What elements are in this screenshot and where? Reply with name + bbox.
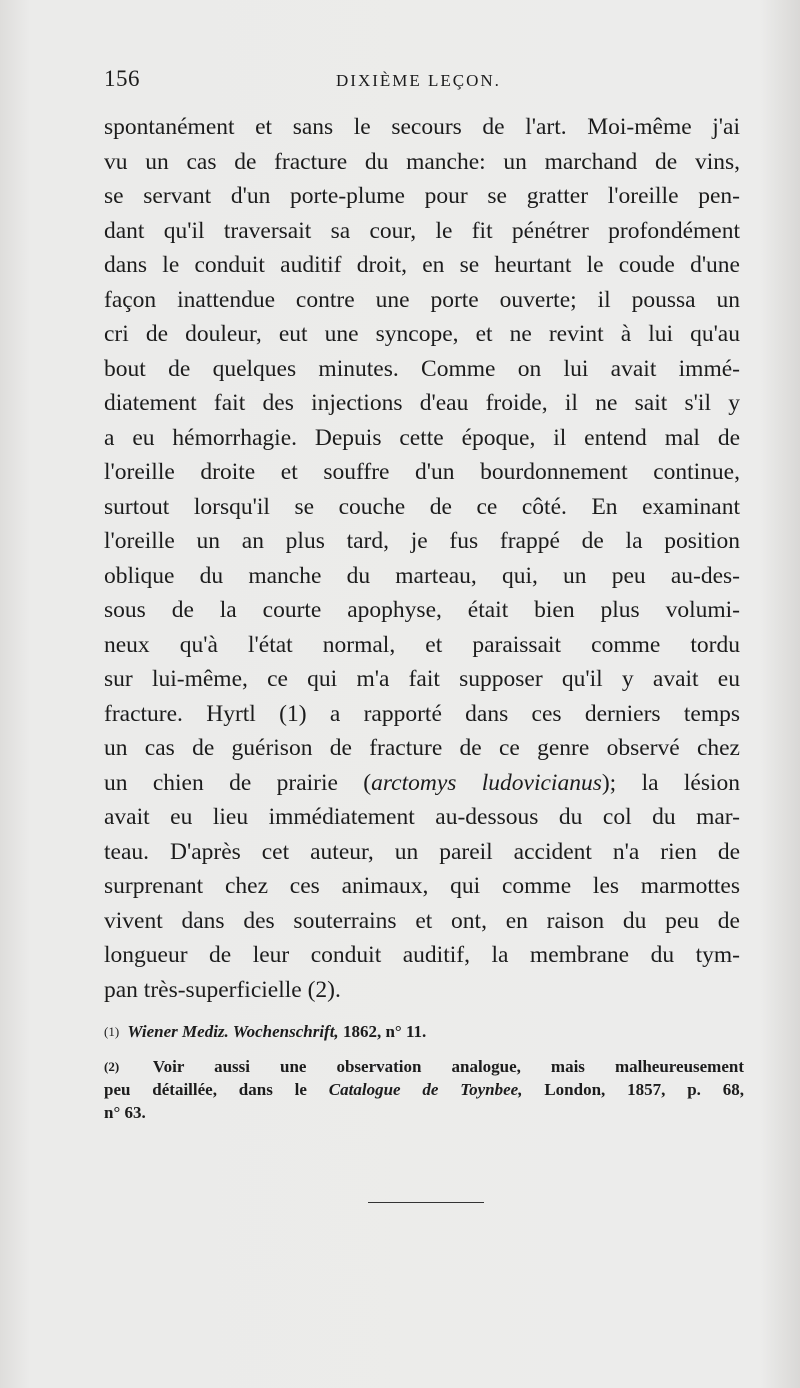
body-text (104, 110, 740, 1007)
footnote-number: (1) (104, 1024, 120, 1039)
running-head: DIXIÈME LEÇON. (336, 71, 501, 90)
text-line: l'oreille un an plus tard, je fus frappé de la position (104, 528, 740, 554)
footnote-text: 1862, n° 11. (342, 1022, 427, 1041)
text-line: spontanément et sans le secours de l'art. Moi-même j'ai (104, 114, 740, 140)
footnote-line (104, 1020, 744, 1043)
footnote-2 (104, 1055, 744, 1124)
text-segment: un chien de prairie ( (104, 769, 372, 796)
footnote-citation: Catalogue de Toynbee, (328, 1080, 523, 1099)
text-line: oblique du manche du marteau, qui, un peu au-des- (104, 562, 740, 589)
page-header (104, 66, 740, 98)
text-line: dant qu'il traversait sa cour, le fit pénétrer profondément (104, 217, 740, 244)
footnote-text: Voir aussi une observation analogue, mais malheureusement (152, 1057, 745, 1076)
text-segment: ); la lésion (601, 769, 741, 796)
text-line: fracture. Hyrtl (1) a rapporté dans ces derniers temps (104, 700, 740, 727)
text-line: se servant d'un porte-plume pour se gratter l'oreille pen- (104, 183, 740, 209)
footnote-1 (104, 1020, 744, 1043)
text-line: dans le conduit auditif droit, en se heurtant le coude d'une (104, 252, 740, 278)
footnote-citation: Wiener Mediz. Wochenschrift, (127, 1022, 339, 1041)
footnote-text: peu détaillée, dans le (104, 1080, 307, 1099)
text-line: pan très-superficielle (2). (104, 976, 341, 1003)
text-line: un cas de guérison de fracture de ce genre observé chez (104, 735, 740, 761)
text-line: l'oreille droite et souffre d'un bourdonnement continue, (104, 459, 740, 485)
footnote-line (104, 1078, 744, 1101)
text-line: vivent dans des souterrains et ont, en raison du peu de (104, 907, 740, 934)
page-number: 156 (104, 66, 140, 91)
footnote-line: n° 63. (104, 1103, 146, 1122)
text-line: teau. D'après cet auteur, un pareil accident n'a rien de (104, 838, 740, 865)
text-line: surtout lorsqu'il se couche de ce côté. En examinant (104, 493, 740, 520)
text-line-with-italic (104, 766, 740, 801)
text-line: longueur de leur conduit auditif, la membrane du tym- (104, 942, 740, 968)
footnote-text: London, 1857, p. 68, (544, 1080, 745, 1099)
footnotes (104, 1020, 744, 1136)
text-line: a eu hémorrhagie. Depuis cette époque, il entend mal de (104, 424, 740, 451)
italic-species-name: arctomys ludovicianus (371, 769, 602, 796)
text-line: diatement fait des injections d'eau froide, il ne sait s'il y (104, 390, 740, 416)
footnote-line (104, 1055, 744, 1078)
footnote-number: (2) (104, 1059, 120, 1074)
text-line: sous de la courte apophyse, était bien plus volumi- (104, 597, 740, 623)
text-line: avait eu lieu immédiatement au-dessous du col du mar- (104, 804, 740, 830)
text-line: surprenant chez ces animaux, qui comme les marmottes (104, 873, 740, 899)
text-line: façon inattendue contre une porte ouverte; il poussa un (104, 286, 740, 313)
text-line: sur lui-même, ce qui m'a fait supposer qu'il y avait eu (104, 666, 740, 692)
text-line: vu un cas de fracture du manche: un marchand de vins, (104, 148, 740, 175)
end-rule (368, 1202, 484, 1203)
text-line: cri de douleur, eut une syncope, et ne revint à lui qu'au (104, 321, 740, 347)
text-line: neux qu'à l'état normal, et paraissait comme tordu (104, 631, 740, 658)
text-line: bout de quelques minutes. Comme on lui avait immé- (104, 355, 740, 382)
